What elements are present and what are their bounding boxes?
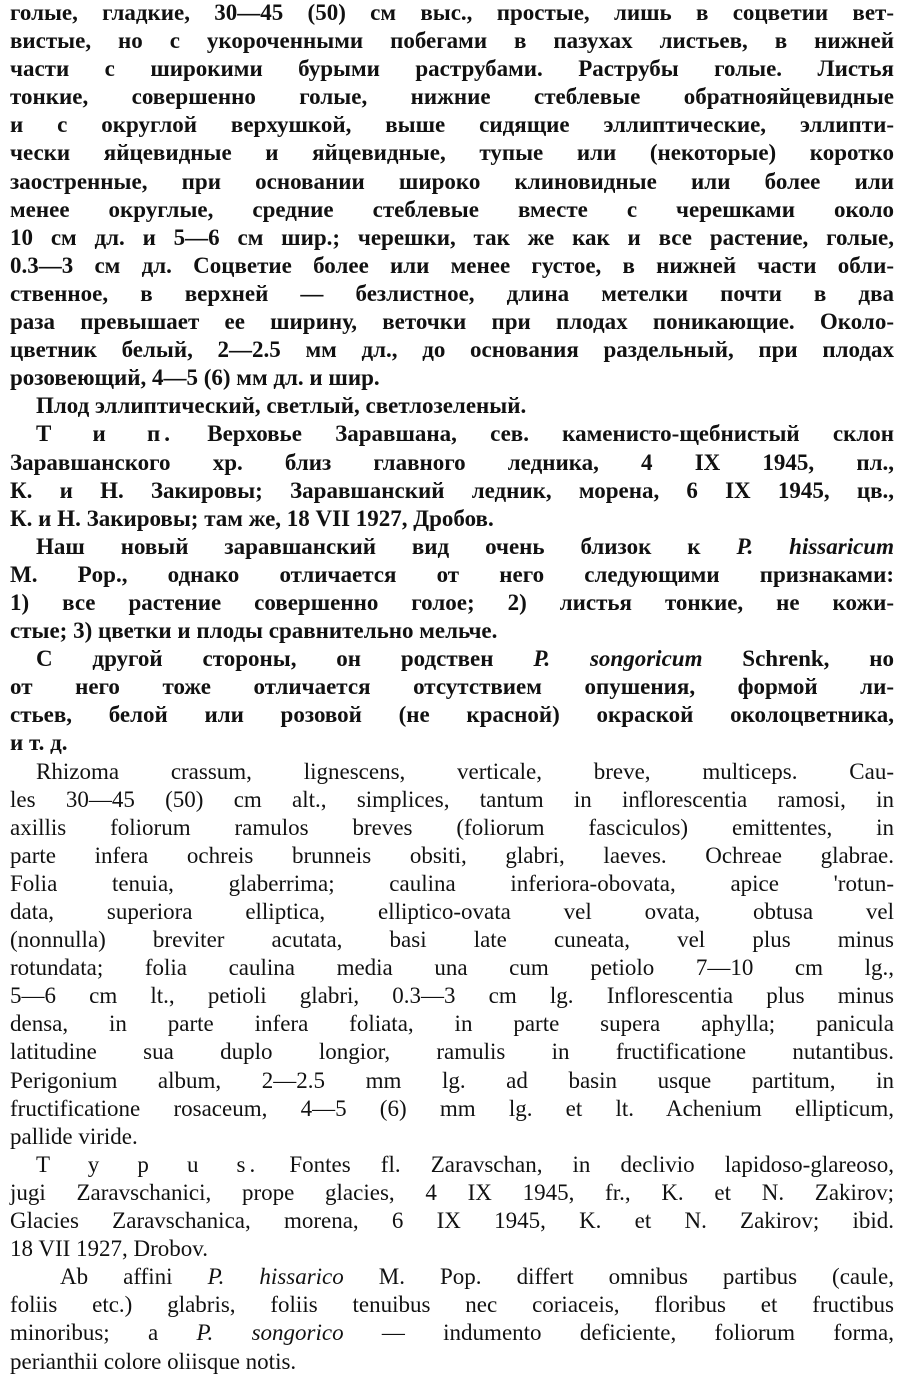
- text-line: M. Pop., однако отличается от него следующими признаками:: [10, 561, 894, 587]
- text-span: Fontes fl. Zaravschan, in declivio lapidoso-glareoso,: [259, 1151, 894, 1177]
- text-line: Glacies Zaravschanica, morena, 6 IX 1945, K. et N. Zakirov; ibid.: [10, 1208, 894, 1234]
- text-line: чески яйцевидные и яйцевидные, тупые или (некоторые) коротко: [10, 140, 894, 166]
- section-label-typus: Т и п.: [36, 421, 175, 447]
- text-span: Верховье Заравшана, сев. каменисто-щебнистый склон: [174, 421, 894, 447]
- text-line: foliis etc.) glabris, foliis tenuibus nec coriaceis, floribus et fructibus: [10, 1292, 894, 1318]
- text-line: стые; 3) цветки и плоды сравнительно мельче.: [10, 618, 498, 644]
- text-line: 1) все растение совершенно голое; 2) листья тонкие, не кожи-: [10, 589, 894, 615]
- text-line: [10, 1151, 894, 1179]
- text-line: К. и Н. Закировы; там же, 18 VII 1927, Дробов.: [10, 505, 494, 531]
- text-line: Perigonium album, 2—2.5 mm lg. ad basin usque partitum, in: [10, 1067, 894, 1093]
- text-line: rotundata; folia caulina media una cum petiolo 7—10 cm lg.,: [10, 955, 894, 981]
- text-line: раза превышает ее ширину, веточки при плодах поникающие. Около-: [10, 309, 894, 335]
- text-line: [10, 420, 894, 448]
- text-line: голые, гладкие, 30—45 (50) см выс., простые, лишь в соцветии вет-: [10, 0, 894, 25]
- text-line: менее округлые, средние стеблевые вместе с черешками около: [10, 196, 894, 222]
- text-line: Заравшанского хр. близ главного ледника, 4 IX 1945, пл.,: [10, 449, 894, 475]
- text-line: parte infera ochreis brunneis obsiti, glabri, laeves. Ochreae glabrae.: [10, 842, 894, 868]
- text-line: и т. д.: [10, 730, 68, 756]
- text-span: Ab affini: [60, 1264, 208, 1290]
- text-line: jugi Zaravschanici, prope glacies, 4 IX 1945, fr., K. et N. Zakirov;: [10, 1179, 894, 1205]
- text-line: [10, 1319, 894, 1347]
- text-line: (nonnulla) breviter acutata, basi late cuneata, vel plus minus: [10, 927, 894, 953]
- text-line: 10 см дл. и 5—6 см шир.; черешки, так же как и все растение, голые,: [10, 224, 894, 250]
- taxon-name: P. hissaricum: [736, 533, 894, 559]
- document-page: [10, 0, 894, 1376]
- text-line: Rhizoma crassum, lignescens, verticale, breve, multiceps. Cau-: [36, 758, 894, 784]
- text-span: Schrenk, но: [702, 646, 894, 672]
- text-line: data, superiora elliptica, elliptico-ovata vel ovata, obtusa vel: [10, 899, 894, 924]
- text-line: стьев, белой или розовой (не красной) окраской околоцветника,: [10, 702, 894, 728]
- text-line: axillis foliorum ramulos breves (foliorum fasciculos) emittentes, in: [10, 814, 894, 840]
- text-line: части с широкими бурыми раструбами. Раструбы голые. Листья: [10, 56, 894, 82]
- taxon-name: P. hissarico: [207, 1264, 344, 1290]
- text-line: [10, 533, 894, 561]
- text-line: и с округлой верхушкой, выше сидящие эллиптические, эллипти-: [10, 112, 894, 138]
- text-line: вистые, но с укороченными побегами в пазухах листьев, в нижней: [10, 28, 894, 54]
- text-line: заостренные, при основании широко клиновидные или более или: [10, 168, 894, 194]
- text-line: К. и Н. Закировы; Заравшанский ледник, морена, 6 IX 1945, цв.,: [10, 477, 894, 503]
- text-line: ственное, в верхней — безлистное, длина метелки почти в два: [10, 280, 894, 306]
- text-line: 5—6 cm lt., petioli glabri, 0.3—3 cm lg. Inflorescentia plus minus: [10, 983, 894, 1009]
- taxon-name: P. songorico: [196, 1320, 344, 1346]
- text-span: — indumento deficiente, foliorum forma,: [343, 1320, 894, 1346]
- text-line: latitudine sua duplo longior, ramulis in fructificatione nutantibus.: [10, 1039, 894, 1065]
- text-line: les 30—45 (50) cm alt., simplices, tantum in inflorescentia ramosi, in: [10, 786, 894, 812]
- text-line: 0.3—3 см дл. Соцветие более или менее густое, в нижней части обли-: [10, 252, 894, 278]
- text-line: perianthii colore oliisque notis.: [10, 1348, 297, 1374]
- text-line: от него тоже отличается отсутствием опушения, формой ли-: [10, 674, 894, 700]
- text-line: Folia tenuia, glaberrima; caulina inferiora-obovata, apice 'rotun-: [10, 870, 894, 896]
- text-line: цветник белый, 2—2.5 мм дл., до основания раздельный, при плодах: [10, 337, 894, 363]
- text-span: minoribus; a: [10, 1320, 197, 1346]
- text-line: densa, in parte infera foliata, in parte supera aphylla; panicula: [10, 1011, 894, 1037]
- text-line: 18 VII 1927, Drobov.: [10, 1236, 209, 1262]
- section-label-typus: T y p u s.: [36, 1151, 260, 1177]
- text-span: Наш новый заравшанский вид очень близок к: [36, 533, 737, 559]
- text-line: тонкие, совершенно голые, нижние стеблевые обратнояйцевидные: [10, 84, 894, 110]
- text-line: fructificatione rosaceum, 4—5 (6) mm lg. et lt. Achenium ellipticum,: [10, 1095, 894, 1121]
- text-span: С другой стороны, он родствен: [36, 646, 534, 672]
- text-line: [10, 645, 894, 673]
- text-line: [10, 1263, 894, 1291]
- taxon-name: P. songoricum: [533, 646, 703, 672]
- text-line: розовеющий, 4—5 (6) мм дл. и шир.: [10, 365, 380, 391]
- text-line: Плод эллиптический, светлый, светлозеленый.: [36, 393, 527, 419]
- text-line: pallide viride.: [10, 1123, 138, 1149]
- text-span: M. Pop. differt omnibus partibus (caule,: [343, 1264, 894, 1290]
